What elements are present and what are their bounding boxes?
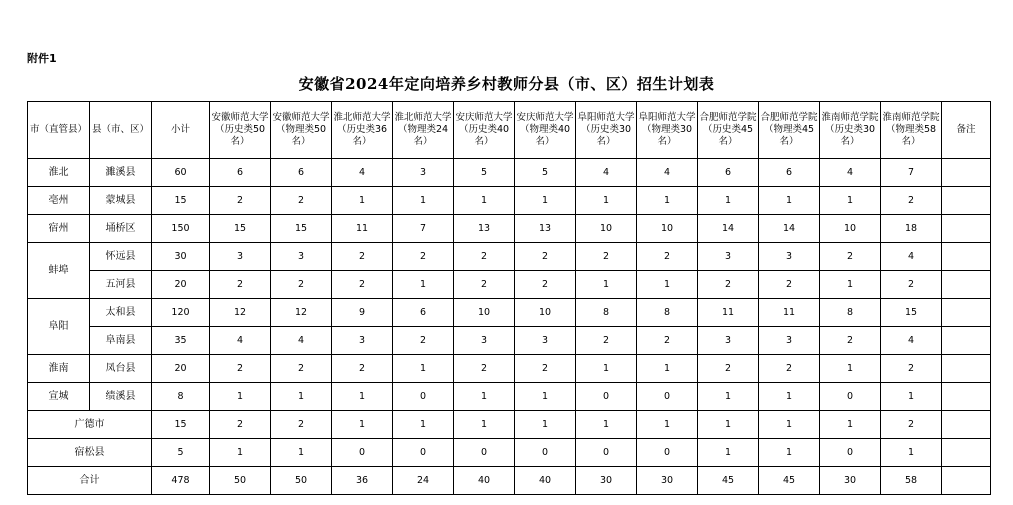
quota-cell: 5 — [515, 159, 576, 187]
header-subtotal: 小计 — [152, 102, 210, 159]
quota-cell: 1 — [759, 383, 820, 411]
quota-cell: 3 — [515, 327, 576, 355]
quota-cell: 3 — [393, 159, 454, 187]
quota-cell: 1 — [698, 411, 759, 439]
quota-cell: 30 — [637, 467, 698, 495]
remark-cell — [942, 439, 991, 467]
merged-region-cell: 广德市 — [28, 411, 152, 439]
quota-cell: 1 — [271, 439, 332, 467]
quota-cell: 1 — [210, 383, 271, 411]
quota-cell: 11 — [698, 299, 759, 327]
attachment-label: 附件1 — [27, 52, 57, 65]
quota-cell: 1 — [332, 383, 393, 411]
remark-cell — [942, 243, 991, 271]
quota-cell: 1 — [393, 355, 454, 383]
quota-cell: 1 — [637, 271, 698, 299]
quota-cell: 2 — [515, 355, 576, 383]
quota-cell: 3 — [759, 327, 820, 355]
city-cell: 亳州 — [28, 187, 90, 215]
quota-cell: 13 — [454, 215, 515, 243]
table-row — [28, 271, 991, 299]
header-school: 安徽师范大学（历史类50名） — [210, 102, 271, 159]
header-school: 合肥师范学院（历史类45名） — [698, 102, 759, 159]
table-row — [28, 411, 991, 439]
quota-cell: 3 — [332, 327, 393, 355]
table-row — [28, 243, 991, 271]
quota-cell: 4 — [210, 327, 271, 355]
remark-cell — [942, 327, 991, 355]
quota-cell: 2 — [271, 271, 332, 299]
quota-cell: 10 — [637, 215, 698, 243]
quota-cell: 1 — [454, 383, 515, 411]
quota-cell: 50 — [271, 467, 332, 495]
quota-cell: 4 — [332, 159, 393, 187]
city-cell: 宣城 — [28, 383, 90, 411]
quota-cell: 1 — [820, 271, 881, 299]
header-school: 淮南师范学院（历史类30名） — [820, 102, 881, 159]
quota-cell: 1 — [393, 187, 454, 215]
quota-cell: 1 — [576, 411, 637, 439]
table-row — [28, 299, 991, 327]
quota-cell: 2 — [210, 355, 271, 383]
quota-cell: 0 — [820, 383, 881, 411]
quota-cell: 1 — [576, 187, 637, 215]
header-school: 淮北师范大学（物理类24名） — [393, 102, 454, 159]
quota-cell: 50 — [210, 467, 271, 495]
header-row — [28, 102, 991, 159]
quota-cell: 4 — [820, 159, 881, 187]
quota-cell: 1 — [759, 411, 820, 439]
quota-cell: 45 — [698, 467, 759, 495]
subtotal-cell: 150 — [152, 215, 210, 243]
quota-cell: 2 — [698, 271, 759, 299]
quota-cell: 1 — [332, 411, 393, 439]
quota-cell: 2 — [332, 271, 393, 299]
table-row — [28, 187, 991, 215]
quota-cell: 1 — [210, 439, 271, 467]
subtotal-cell: 5 — [152, 439, 210, 467]
quota-cell: 40 — [515, 467, 576, 495]
quota-cell: 4 — [637, 159, 698, 187]
quota-cell: 6 — [759, 159, 820, 187]
city-cell: 阜阳 — [28, 299, 90, 355]
quota-cell: 4 — [576, 159, 637, 187]
quota-cell: 40 — [454, 467, 515, 495]
table-row — [28, 215, 991, 243]
subtotal-cell: 15 — [152, 411, 210, 439]
county-cell: 埇桥区 — [90, 215, 152, 243]
quota-cell: 2 — [881, 411, 942, 439]
quota-cell: 13 — [515, 215, 576, 243]
quota-cell: 58 — [881, 467, 942, 495]
header-school: 安徽师范大学（物理类50名） — [271, 102, 332, 159]
quota-cell: 2 — [271, 411, 332, 439]
quota-cell: 15 — [210, 215, 271, 243]
county-cell: 绩溪县 — [90, 383, 152, 411]
city-cell: 蚌埠 — [28, 243, 90, 299]
remark-cell — [942, 271, 991, 299]
subtotal-cell: 20 — [152, 271, 210, 299]
quota-cell: 1 — [698, 187, 759, 215]
quota-cell: 1 — [637, 187, 698, 215]
header-school: 安庆师范大学（历史类40名） — [454, 102, 515, 159]
quota-cell: 0 — [393, 439, 454, 467]
merged-region-cell: 合计 — [28, 467, 152, 495]
county-cell: 五河县 — [90, 271, 152, 299]
quota-cell: 6 — [698, 159, 759, 187]
county-cell: 濉溪县 — [90, 159, 152, 187]
quota-cell: 2 — [820, 327, 881, 355]
quota-cell: 2 — [210, 271, 271, 299]
quota-cell: 12 — [210, 299, 271, 327]
header-county: 县（市、区） — [90, 102, 152, 159]
quota-cell: 1 — [515, 187, 576, 215]
quota-cell: 2 — [881, 355, 942, 383]
quota-cell: 1 — [393, 271, 454, 299]
subtotal-cell: 120 — [152, 299, 210, 327]
enrollment-plan-table — [27, 101, 991, 495]
quota-cell: 0 — [576, 439, 637, 467]
quota-cell: 2 — [332, 243, 393, 271]
quota-cell: 11 — [332, 215, 393, 243]
quota-cell: 1 — [271, 383, 332, 411]
subtotal-cell: 478 — [152, 467, 210, 495]
subtotal-cell: 30 — [152, 243, 210, 271]
quota-cell: 1 — [393, 411, 454, 439]
quota-cell: 1 — [515, 383, 576, 411]
quota-cell: 14 — [698, 215, 759, 243]
subtotal-cell: 15 — [152, 187, 210, 215]
quota-cell: 4 — [271, 327, 332, 355]
quota-cell: 10 — [515, 299, 576, 327]
header-remark: 备注 — [942, 102, 991, 159]
county-cell: 阜南县 — [90, 327, 152, 355]
quota-cell: 2 — [576, 327, 637, 355]
quota-cell: 30 — [576, 467, 637, 495]
quota-cell: 4 — [881, 327, 942, 355]
header-school: 安庆师范大学（物理类40名） — [515, 102, 576, 159]
quota-cell: 10 — [820, 215, 881, 243]
quota-cell: 0 — [454, 439, 515, 467]
quota-cell: 8 — [820, 299, 881, 327]
table-row — [28, 467, 991, 495]
remark-cell — [942, 383, 991, 411]
quota-cell: 3 — [759, 243, 820, 271]
quota-cell: 0 — [637, 439, 698, 467]
quota-cell: 1 — [759, 439, 820, 467]
county-cell: 怀远县 — [90, 243, 152, 271]
table-body — [28, 159, 991, 495]
table-row — [28, 383, 991, 411]
quota-cell: 2 — [393, 327, 454, 355]
remark-cell — [942, 187, 991, 215]
quota-cell: 45 — [759, 467, 820, 495]
county-cell: 凤台县 — [90, 355, 152, 383]
quota-cell: 2 — [515, 271, 576, 299]
quota-cell: 2 — [759, 355, 820, 383]
quota-cell: 2 — [576, 243, 637, 271]
quota-cell: 2 — [332, 355, 393, 383]
table-row — [28, 159, 991, 187]
header-school: 淮南师范学院（物理类58名） — [881, 102, 942, 159]
quota-cell: 5 — [454, 159, 515, 187]
quota-cell: 1 — [881, 383, 942, 411]
quota-cell: 2 — [881, 187, 942, 215]
quota-cell: 10 — [454, 299, 515, 327]
quota-cell: 15 — [881, 299, 942, 327]
quota-cell: 3 — [698, 243, 759, 271]
quota-cell: 6 — [271, 159, 332, 187]
remark-cell — [942, 299, 991, 327]
quota-cell: 0 — [820, 439, 881, 467]
quota-cell: 8 — [576, 299, 637, 327]
quota-cell: 3 — [271, 243, 332, 271]
table-row — [28, 439, 991, 467]
quota-cell: 2 — [881, 271, 942, 299]
quota-cell: 30 — [820, 467, 881, 495]
quota-cell: 24 — [393, 467, 454, 495]
header-school: 阜阳师范大学（物理类30名） — [637, 102, 698, 159]
subtotal-cell: 60 — [152, 159, 210, 187]
quota-cell: 2 — [637, 243, 698, 271]
county-cell: 蒙城县 — [90, 187, 152, 215]
remark-cell — [942, 159, 991, 187]
quota-cell: 0 — [515, 439, 576, 467]
quota-cell: 1 — [820, 411, 881, 439]
quota-cell: 2 — [393, 243, 454, 271]
quota-cell: 2 — [454, 271, 515, 299]
table-row — [28, 327, 991, 355]
quota-cell: 1 — [759, 187, 820, 215]
quota-cell: 2 — [698, 355, 759, 383]
quota-cell: 6 — [210, 159, 271, 187]
quota-cell: 2 — [454, 355, 515, 383]
quota-cell: 7 — [881, 159, 942, 187]
subtotal-cell: 35 — [152, 327, 210, 355]
quota-cell: 6 — [393, 299, 454, 327]
city-cell: 淮南 — [28, 355, 90, 383]
header-school: 阜阳师范大学（历史类30名） — [576, 102, 637, 159]
header-city: 市（直管县） — [28, 102, 90, 159]
quota-cell: 1 — [454, 411, 515, 439]
quota-cell: 1 — [881, 439, 942, 467]
quota-cell: 3 — [210, 243, 271, 271]
quota-cell: 1 — [576, 271, 637, 299]
quota-cell: 0 — [393, 383, 454, 411]
subtotal-cell: 8 — [152, 383, 210, 411]
quota-cell: 2 — [271, 187, 332, 215]
quota-cell: 7 — [393, 215, 454, 243]
header-school: 合肥师范学院（物理类45名） — [759, 102, 820, 159]
remark-cell — [942, 467, 991, 495]
quota-cell: 1 — [820, 355, 881, 383]
subtotal-cell: 20 — [152, 355, 210, 383]
quota-cell: 10 — [576, 215, 637, 243]
remark-cell — [942, 215, 991, 243]
quota-cell: 12 — [271, 299, 332, 327]
quota-cell: 15 — [271, 215, 332, 243]
quota-cell: 0 — [332, 439, 393, 467]
quota-cell: 36 — [332, 467, 393, 495]
quota-cell: 3 — [698, 327, 759, 355]
quota-cell: 14 — [759, 215, 820, 243]
quota-cell: 1 — [332, 187, 393, 215]
quota-cell: 18 — [881, 215, 942, 243]
quota-cell: 0 — [637, 383, 698, 411]
quota-cell: 1 — [820, 187, 881, 215]
quota-cell: 2 — [210, 411, 271, 439]
merged-region-cell: 宿松县 — [28, 439, 152, 467]
quota-cell: 9 — [332, 299, 393, 327]
quota-cell: 1 — [698, 383, 759, 411]
quota-cell: 1 — [698, 439, 759, 467]
quota-cell: 1 — [515, 411, 576, 439]
quota-cell: 1 — [637, 355, 698, 383]
header-school: 淮北师范大学（历史类36名） — [332, 102, 393, 159]
quota-cell: 3 — [454, 327, 515, 355]
quota-cell: 0 — [576, 383, 637, 411]
quota-cell: 2 — [515, 243, 576, 271]
quota-cell: 2 — [820, 243, 881, 271]
quota-cell: 8 — [637, 299, 698, 327]
county-cell: 太和县 — [90, 299, 152, 327]
city-cell: 淮北 — [28, 159, 90, 187]
quota-cell: 11 — [759, 299, 820, 327]
quota-cell: 2 — [759, 271, 820, 299]
table-row — [28, 355, 991, 383]
quota-cell: 2 — [210, 187, 271, 215]
quota-cell: 2 — [271, 355, 332, 383]
quota-cell: 4 — [881, 243, 942, 271]
quota-cell: 1 — [454, 187, 515, 215]
page-title: 安徽省2024年定向培养乡村教师分县（市、区）招生计划表 — [298, 75, 715, 93]
remark-cell — [942, 355, 991, 383]
quota-cell: 1 — [637, 411, 698, 439]
quota-cell: 1 — [576, 355, 637, 383]
city-cell: 宿州 — [28, 215, 90, 243]
quota-cell: 2 — [637, 327, 698, 355]
quota-cell: 2 — [454, 243, 515, 271]
remark-cell — [942, 411, 991, 439]
